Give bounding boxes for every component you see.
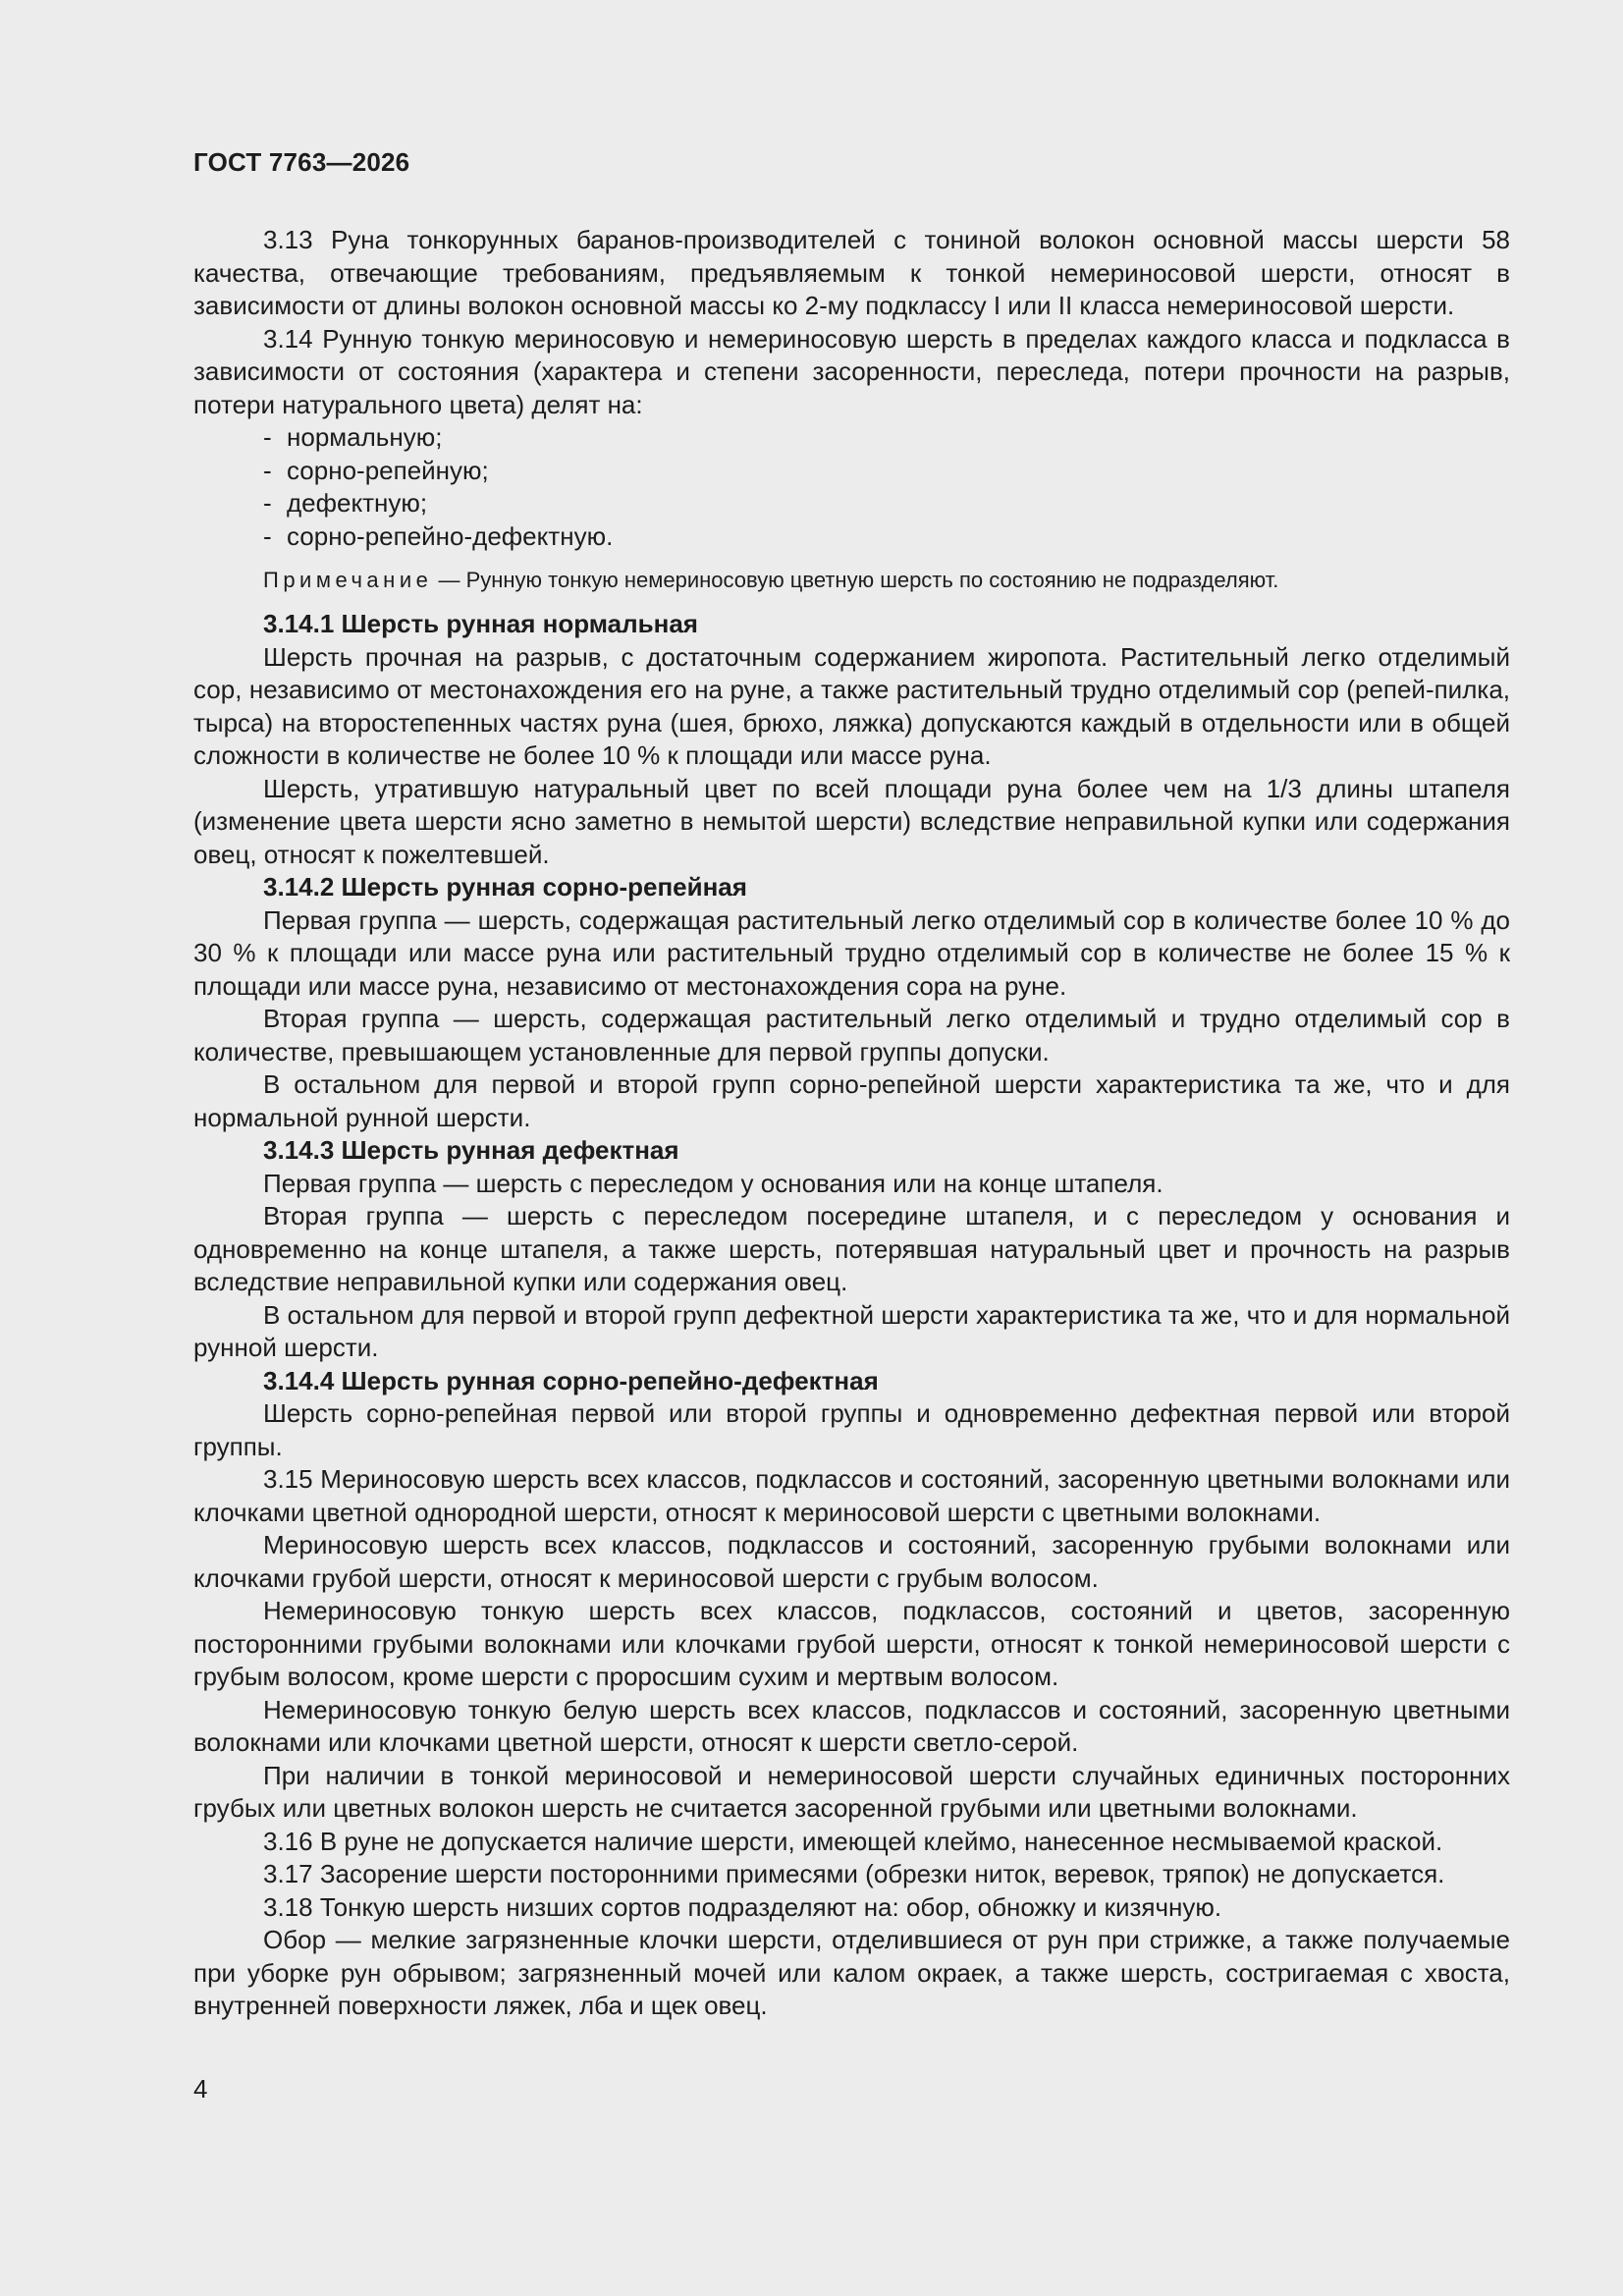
list-item bbox=[193, 421, 1510, 455]
paragraph-3-14-3-b: Вторая группа — шерсть с переследом посередине штапеля, и с переследом у основания и одновременно на конце штапеля, а также шерсть, потерявшая натуральный цвет и прочность на разрыв вследствие неправильной купки или содержания овец. bbox=[193, 1201, 1510, 1296]
heading-3-14-3: 3.14.3 Шерсть рунная дефектная bbox=[263, 1135, 679, 1165]
list-dash: - bbox=[263, 488, 272, 518]
list-dash: - bbox=[263, 422, 272, 452]
paragraph-3-18-a: 3.18 Тонкую шерсть низших сортов подразделяют на: обор, обножку и кизячную. bbox=[263, 1891, 1222, 1922]
paragraph-3-13: 3.13 Руна тонкорунных баранов-производителей с тониной волокон основной массы шерсти 58 качества, отвечающие требованиям, предъявляемым к тонкой немериносовой шерсти, относят в зависимости от длины волокон основной массы ко 2-му подклассу I или II класса немериносовой шерсти. bbox=[193, 225, 1510, 320]
paragraph-3-14-2-a: Первая группа — шерсть, содержащая растительный легко отделимый сор в количестве более 10 % до 30 % к площади или массе руна или растительный трудно отделимый сор в количестве не более 15 % к площади или массе руна, независимо от местонахождения сора на руне. bbox=[193, 904, 1510, 1001]
list-item-text: сорно-репейную; bbox=[287, 455, 489, 485]
paragraph-3-14-2-b: Вторая группа — шерсть, содержащая растительный легко отделимый и трудно отделимый сор в количестве, превышающем установленные для первой группы допуски. bbox=[193, 1004, 1510, 1066]
heading-3-14-2: 3.14.2 Шерсть рунная сорно-репейная bbox=[263, 872, 747, 902]
paragraph-3-15-c: Немериносовую тонкую шерсть всех классов, подклассов, состояний и цветов, засоренную посторонними грубыми волокнами или клочками грубой шерсти, относят к тонкой немериносовой шерсти с грубым волосом, кроме шерсти с проросшим сухим и мертвым волосом. bbox=[193, 1596, 1510, 1691]
list-item bbox=[193, 455, 1510, 488]
condition-list bbox=[193, 421, 1510, 553]
heading-3-14-1: 3.14.1 Шерсть рунная нормальная bbox=[263, 609, 698, 638]
list-item-text: дефектную; bbox=[287, 488, 428, 518]
paragraph-3-14-3-c: В остальном для первой и второй групп дефектной шерсти характеристика та же, что и для нормальной рунной шерсти. bbox=[193, 1299, 1510, 1362]
paragraph-3-15-e: При наличии в тонкой мериносовой и немериносовой шерсти случайных единичных посторонних грубых или цветных волокон шерсть не считается засоренной грубыми или цветными волокнами. bbox=[193, 1760, 1510, 1823]
list-dash: - bbox=[263, 520, 272, 551]
paragraph-3-14-2-c: В остальном для первой и второй групп сорно-репейной шерсти характеристика та же, что и для нормальной рунной шерсти. bbox=[193, 1069, 1510, 1132]
list-item-text: сорно-репейно-дефектную. bbox=[287, 520, 614, 551]
paragraph-3-18-b: Обор — мелкие загрязненные клочки шерсти, отделившиеся от рун при стрижке, а также получаемые при уборке рун обрывом; загрязненный мочей или калом окраек, а также шерсть, состригаемая с хвоста, внутренней поверхности ляжек, лба и щек овец. bbox=[193, 1925, 1510, 2020]
list-item bbox=[193, 487, 1510, 520]
paragraph-3-15-b: Мериносовую шерсть всех классов, подклассов и состояний, засоренную грубыми волокнами или клочками грубой шерсти, относят к мериносовой шерсти с грубым волосом. bbox=[193, 1530, 1510, 1593]
paragraph-3-17: 3.17 Засорение шерсти посторонними примесями (обрезки ниток, веревок, тряпок) не допускается. bbox=[263, 1859, 1445, 1888]
paragraph-3-15-d: Немериносовую тонкую белую шерсть всех классов, подклассов и состояний, засоренную цветными волокнами или клочками цветной шерсти, относят к шерсти светло-серой. bbox=[193, 1694, 1510, 1757]
note-text: — Рунную тонкую немериносовую цветную шерсть по состоянию не подразделяют. bbox=[432, 568, 1279, 592]
heading-3-14-4: 3.14.4 Шерсть рунная сорно-репейно-дефектная bbox=[263, 1365, 879, 1395]
note-label: Примечание bbox=[263, 568, 433, 592]
list-dash: - bbox=[263, 455, 272, 485]
list-item-text: нормальную; bbox=[287, 422, 443, 452]
paragraph-3-15-a: 3.15 Мериносовую шерсть всех классов, подклассов и состояний, засоренную цветными волокнами или клочками цветной однородной шерсти, относят к мериносовой шерсти с цветными волокнами. bbox=[193, 1464, 1510, 1527]
paragraph-3-14-3-a: Первая группа — шерсть с переследом у основания или на конце штапеля. bbox=[263, 1168, 1163, 1198]
paragraph-3-14-1-a: Шерсть прочная на разрыв, с достаточным содержанием жиропота. Растительный легко отделимый сор, независимо от местонахождения его на руне, а также растительный трудно отделимый сор (репей-пилка, тырса) на второстепенных частях руна (шея, брюхо, ляжка) допускаются каждый в отдельности или в общей сложности в количестве не более 10 % к площади или массе руна. bbox=[193, 641, 1510, 770]
document-body bbox=[193, 224, 1510, 2023]
paragraph-3-14: 3.14 Рунную тонкую мериносовую и немериносовую шерсть в пределах каждого класса и подкласса в зависимости от состояния (характера и степени засоренности, переследа, потери прочности на разрыв, потери натурального цвета) делят на: bbox=[193, 323, 1510, 419]
document-code-header: ГОСТ 7763—2026 bbox=[193, 147, 410, 177]
page-number: 4 bbox=[193, 2074, 208, 2104]
paragraph-3-14-1-b: Шерсть, утратившую натуральный цвет по всей площади руна более чем на 1/3 длины штапеля (изменение цвета шерсти ясно заметно в немытой шерсти) вследствие неправильной купки или содержания овец, относят к пожелтевшей. bbox=[193, 773, 1510, 869]
note bbox=[193, 566, 1510, 595]
paragraph-3-14-4-a: Шерсть сорно-репейная первой или второй группы и одновременно дефектная первой или второй группы. bbox=[193, 1398, 1510, 1461]
list-item bbox=[193, 520, 1510, 554]
paragraph-3-16: 3.16 В руне не допускается наличие шерсти, имеющей клеймо, нанесенное несмываемой краской. bbox=[263, 1826, 1443, 1856]
